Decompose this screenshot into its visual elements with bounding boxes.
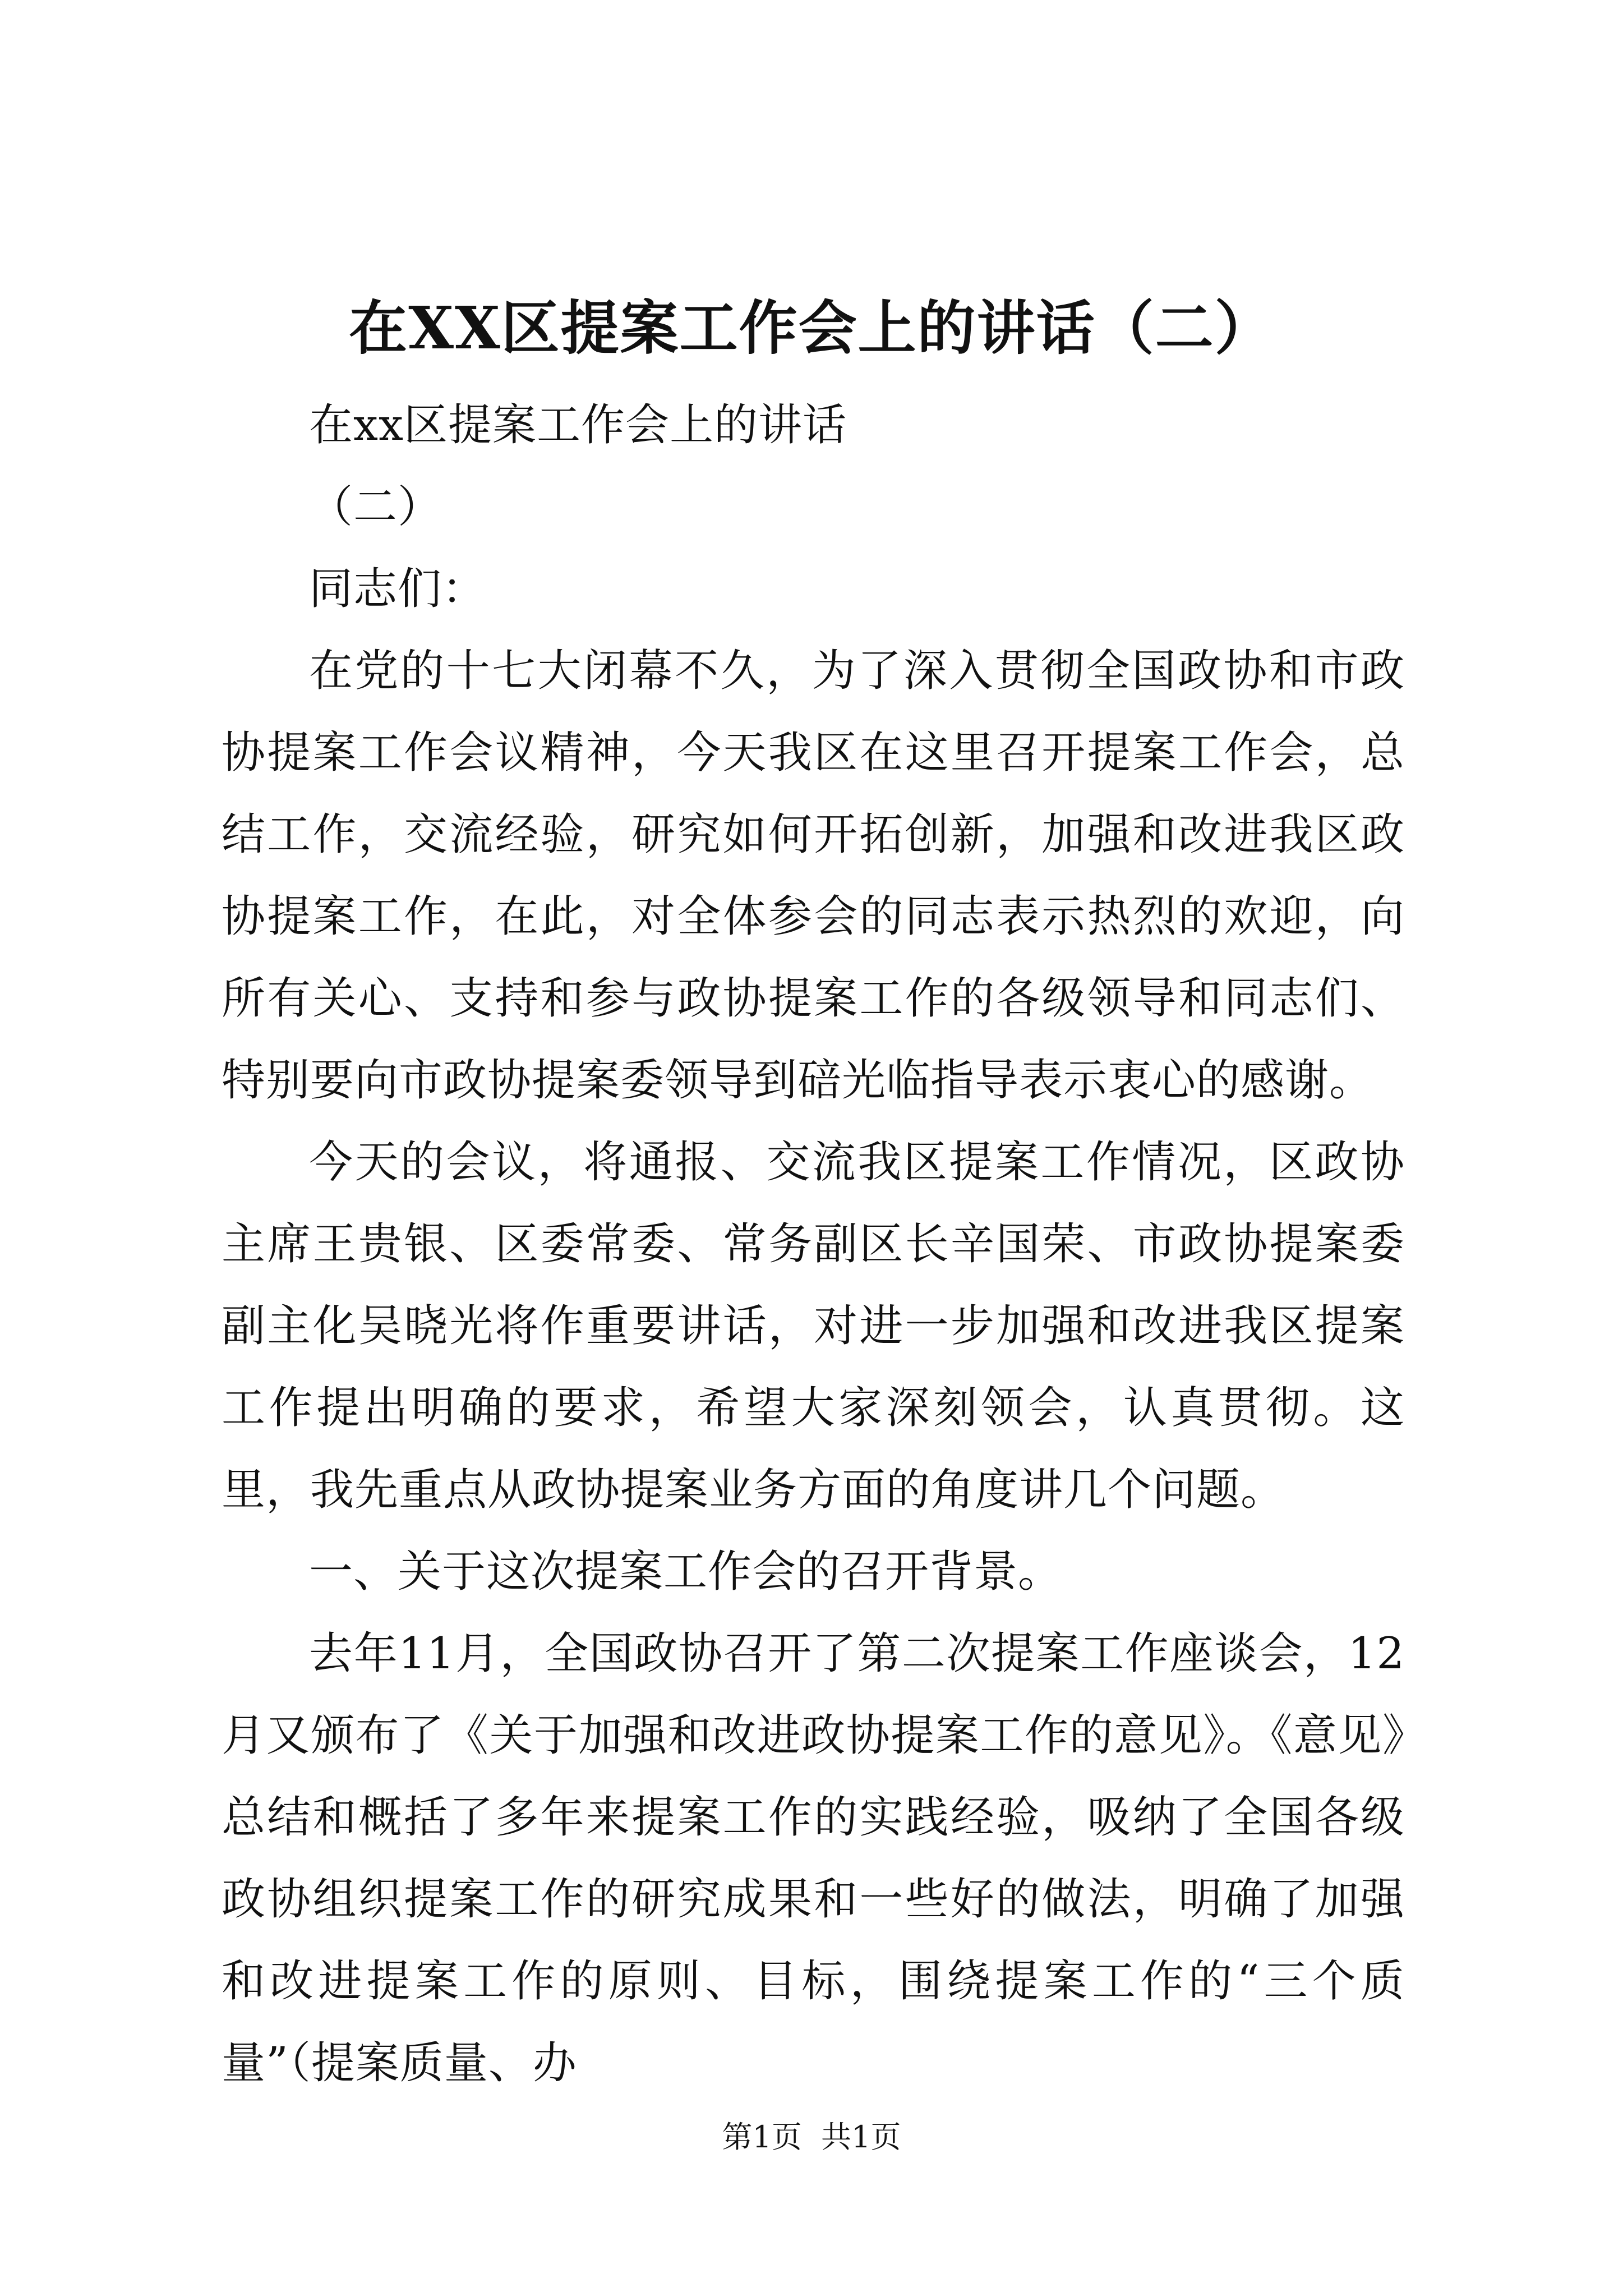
page-total: 共1页 — [821, 2119, 901, 2155]
paragraph-part-number: （二） — [309, 482, 442, 532]
paragraph-background: 去年11月，全国政协召开了第二次提案工作座谈会，12月又颁布了《关于加强和改进政协提案工作的意见》。《意见》总结和概括了多年来提案工作的实践经验，吸纳了全国各级政协组织提案工作的研究成果和一些好的做法，明确了加强和改进提案工作的原则、目标，围绕提案工作的“三个质量”（提案质量、办 — [222, 1628, 1405, 2088]
paragraph-opening: 在党的十七大闭幕不久，为了深入贯彻全国政协和市政协提案工作会议精神，今天我区在这里召开提案工作会，总结工作，交流经验，研究如何开拓创新，加强和改进我区政协提案工作，在此，对全体参会的同志表示热烈的欢迎，向所有关心、支持和参与政协提案工作的各级领导和同志们、特别要向市政协提案委领导到碚光临指导表示衷心的感谢。 — [222, 646, 1405, 1106]
footer-separator — [802, 2119, 821, 2155]
page-number: 第1页 — [722, 2119, 802, 2155]
paragraph-section-heading: 一、关于这次提案工作会的召开背景。 — [309, 1547, 1063, 1597]
paragraph-subtitle: 在xx区提案工作会上的讲话 — [309, 400, 847, 450]
document-body — [222, 384, 1405, 2104]
document-title: 在XX区提案工作会上的讲话（二） — [349, 293, 1274, 362]
page-footer — [0, 2115, 1623, 2160]
paragraph-salutation: 同志们： — [309, 564, 487, 614]
paragraph-meeting-agenda: 今天的会议，将通报、交流我区提案工作情况，区政协主席王贵银、区委常委、常务副区长辛国荣、市政协提案委副主化吴晓光将作重要讲话，对进一步加强和改进我区提案工作提出明确的要求，希望大家深刻领会，认真贯彻。这里，我先重点从政协提案业务方面的角度讲几个问题。 — [222, 1137, 1405, 1515]
